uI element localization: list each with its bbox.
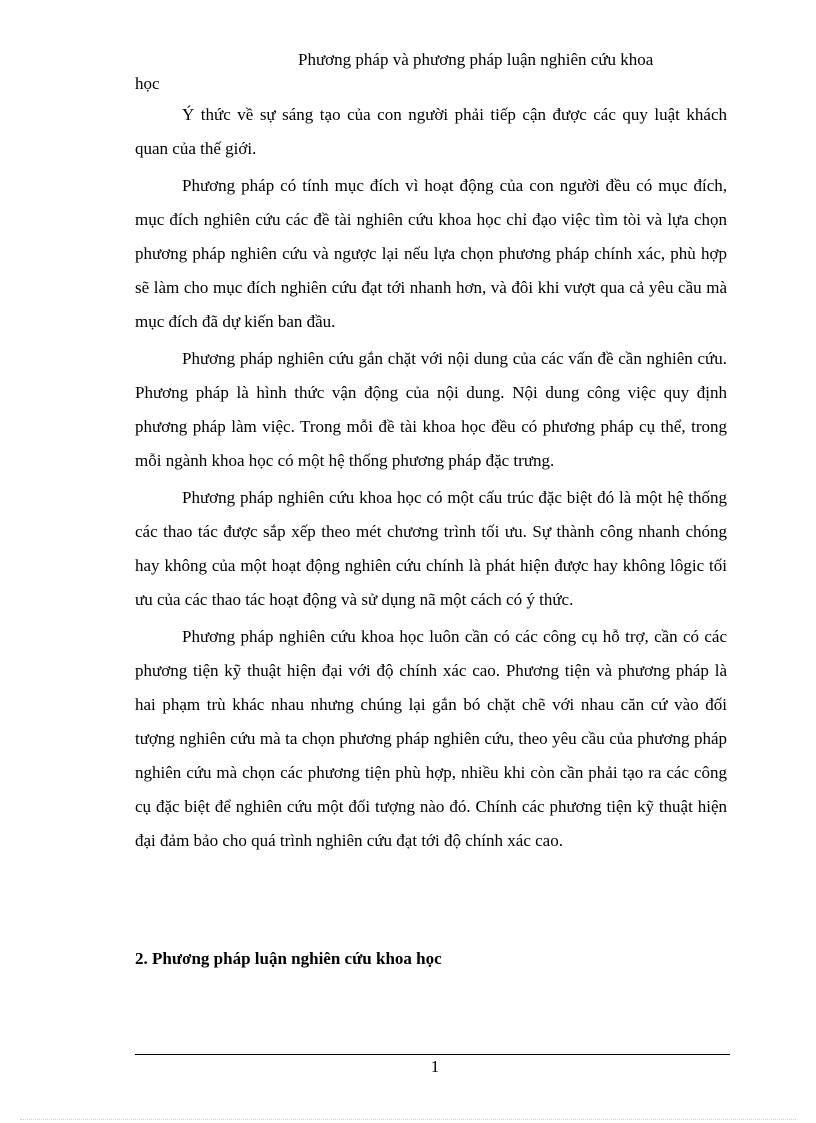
paragraph: Phương pháp nghiên cứu gắn chặt với nội dung của các vấn đề cần nghiên cứu. Phương pháp là hình thức vận động của nội dung. Nội dung công việc quy định phương pháp làm việc. Trong mỗi đề tài khoa học đều có phương pháp cụ thể, trong mỗi ngành khoa học có một hệ thống phương pháp đặc trưng.: [135, 349, 727, 470]
header-title-line1: Phương pháp và phương pháp luận nghiên cứu khoa: [298, 50, 654, 69]
paragraph: Phương pháp nghiên cứu khoa học luôn cần có các công cụ hỗ trợ, cần có các phương tiện kỹ thuật hiện đại với độ chính xác cao. Phương tiện và phương pháp là hai phạm trù khác nhau nhưng chúng lại gắn bó chặt chẽ với nhau căn cứ vào đối tượng nghiên cứu mà ta chọn phương pháp nghiên cứu, theo yêu cầu của phương pháp nghiên cứu mà chọn các phương tiện phù hợp, nhiều khi còn cần phải tạo ra các công cụ đặc biệt để nghiên cứu một đối tượng nào đó. Chính các phương tiện kỹ thuật hiện đại đảm bảo cho quá trình nghiên cứu đạt tới độ chính xác cao.: [135, 627, 727, 850]
page-bottom-border: [20, 1119, 796, 1120]
header-title-line2: học: [135, 74, 160, 93]
running-header: [135, 48, 727, 96]
paragraph: Ý thức về sự sáng tạo của con người phải tiếp cận được các quy luật khách quan của thế giới.: [135, 105, 727, 158]
paragraph: Phương pháp nghiên cứu khoa học có một cấu trúc đặc biệt đó là một hệ thống các thao tác được sắp xếp theo mét chương trình tối ưu. Sự thành công nhanh chóng hay không của một hoạt động nghiên cứu chính là phát hiện được hay không lôgic tối ưu của các thao tác hoạt động và sử dụng nã một cách có ý thức.: [135, 488, 727, 609]
section-heading: 2. Phương pháp luận nghiên cứu khoa học: [135, 949, 442, 968]
page-number: 1: [430, 1057, 440, 1076]
paragraph: Phương pháp có tính mục đích vì hoạt động của con người đều có mục đích, mục đích nghiên cứu các đề tài nghiên cứu khoa học chỉ đạo việc tìm tòi và lựa chọn phương pháp nghiên cứu và ngược lại nếu lựa chọn phương pháp chính xác, phù hợp sẽ làm cho mục đích nghiên cứu đạt tới nhanh hơn, và đôi khi vượt qua cả yêu cầu mà mục đích đã dự kiến ban đầu.: [135, 176, 727, 331]
body-text: [135, 98, 727, 861]
footer-divider: [135, 1054, 730, 1055]
